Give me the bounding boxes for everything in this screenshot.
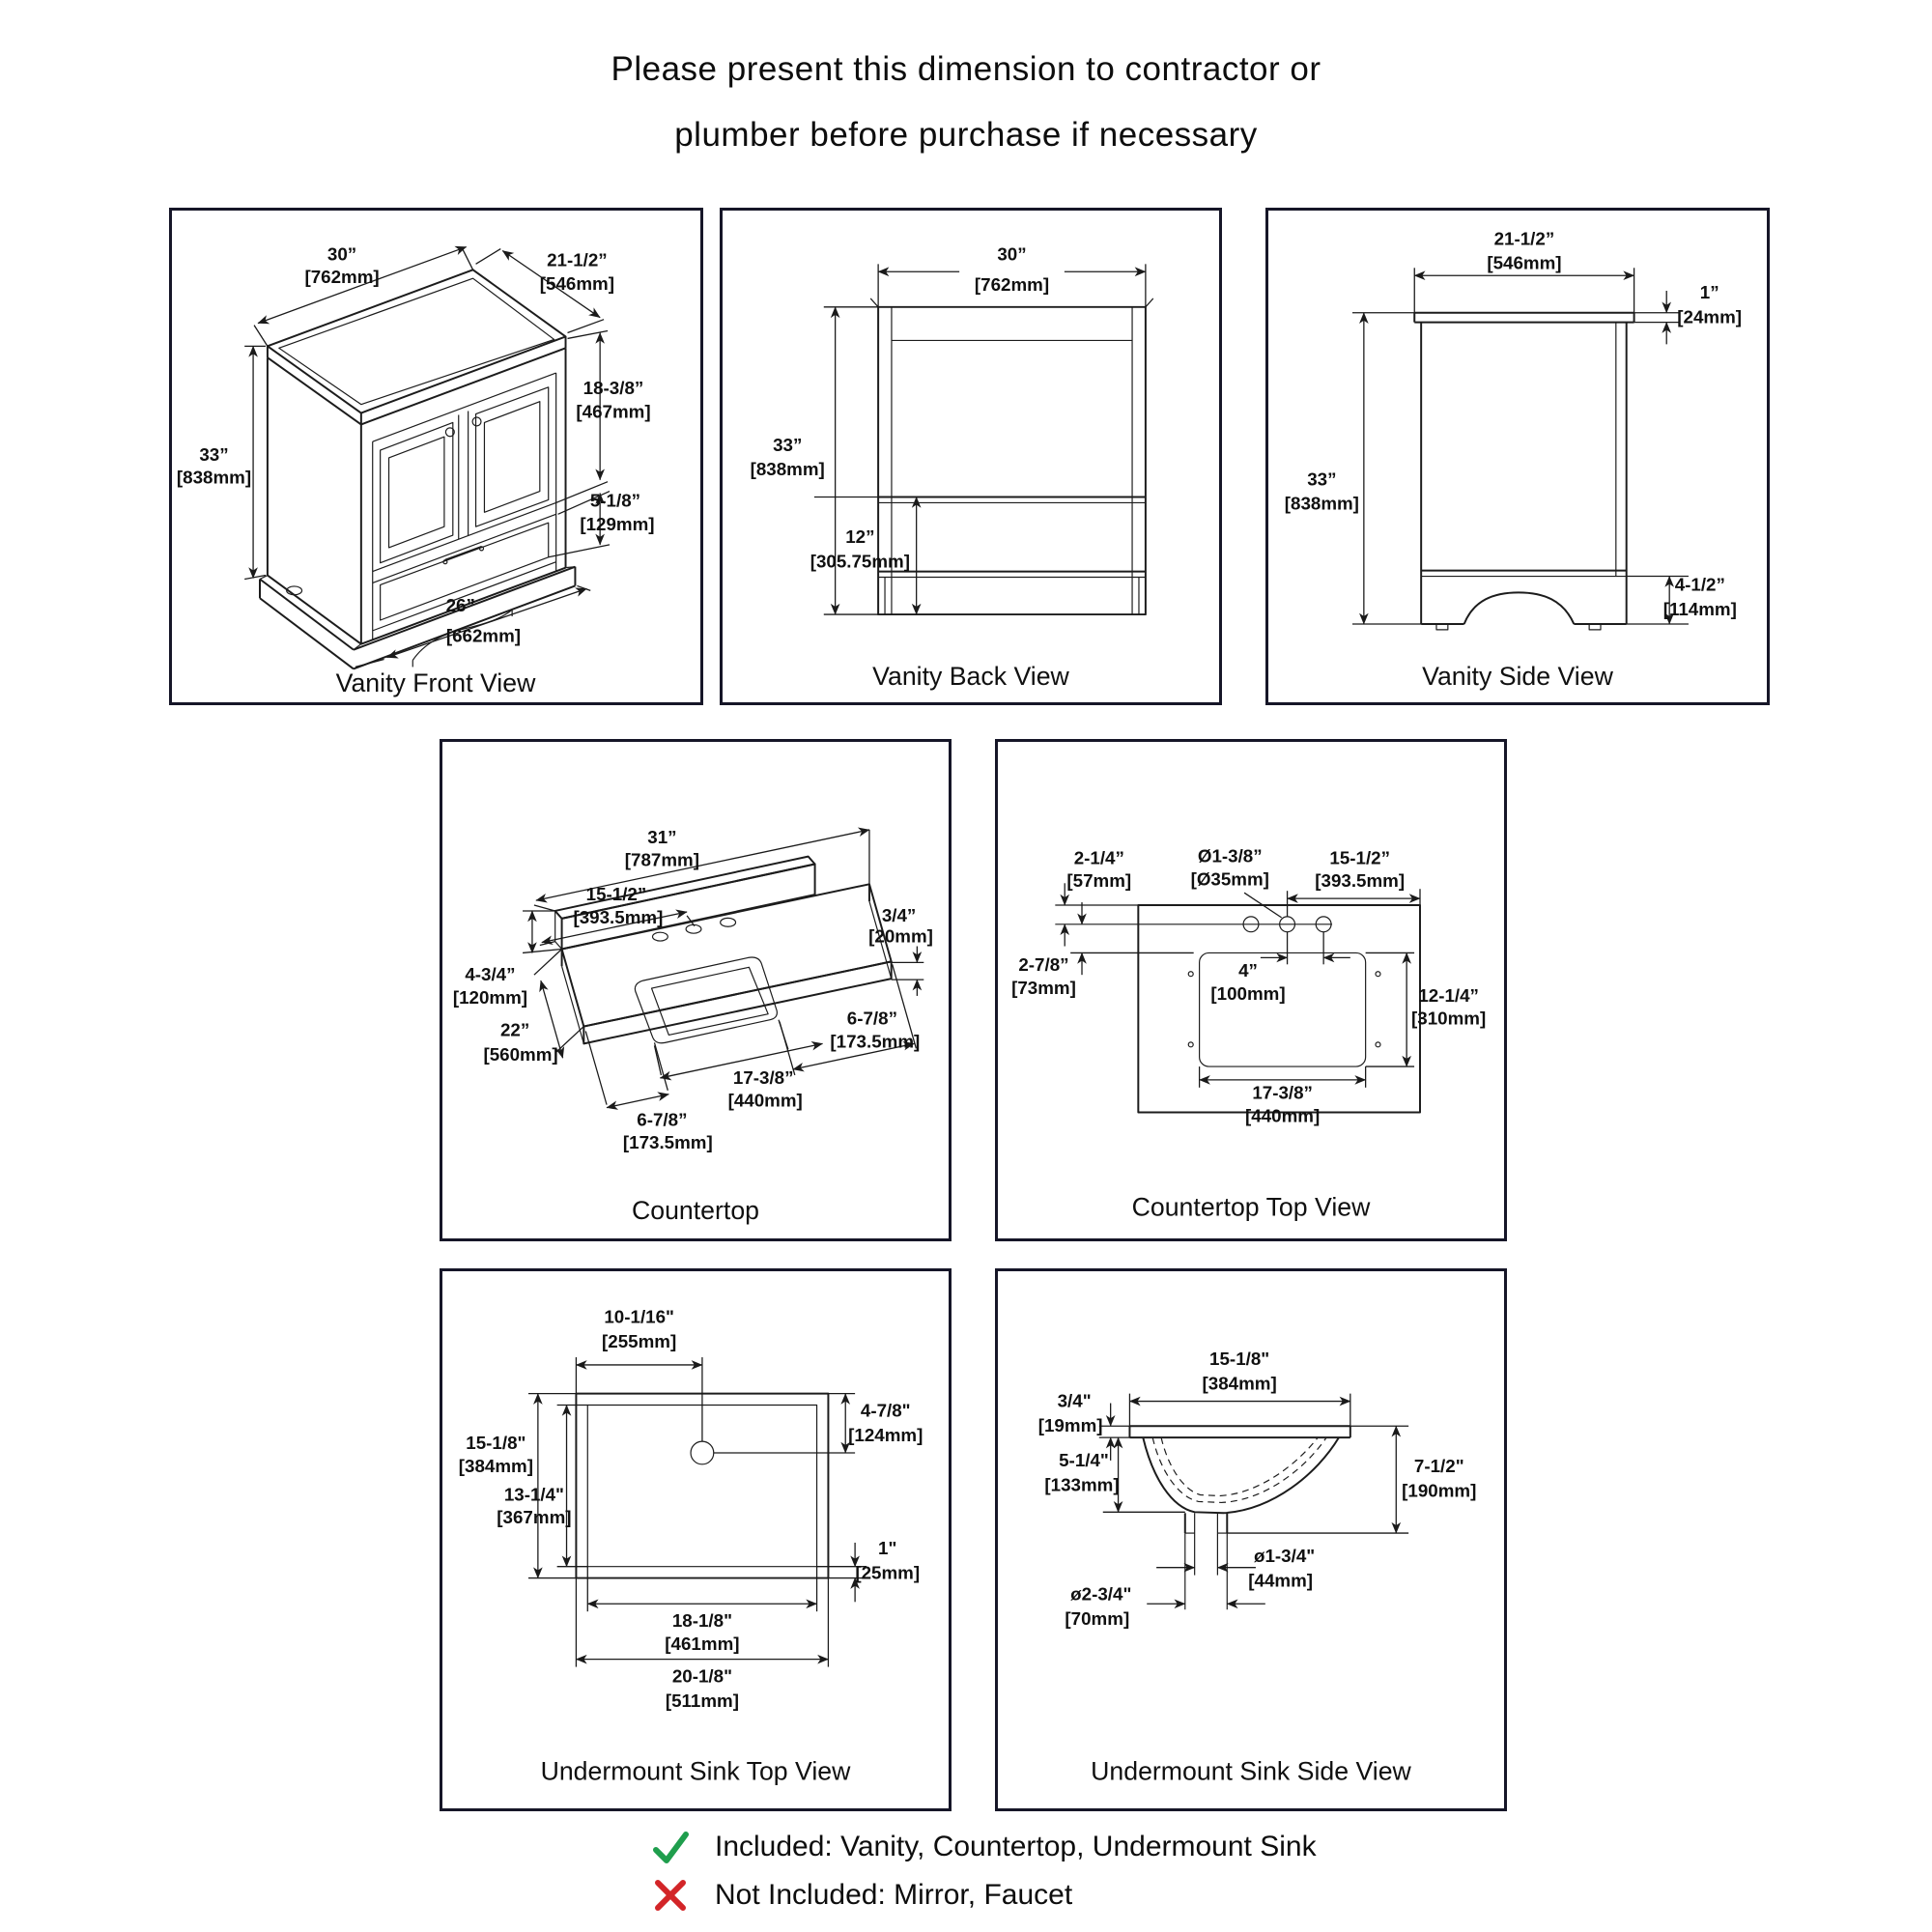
legend-excluded-text: Not Included: Mirror, Faucet <box>715 1879 1073 1911</box>
dim-ctt-cutout-length-mm: [440mm] <box>1245 1105 1321 1126</box>
dim-st-inner-depth-mm: [367mm] <box>497 1507 572 1528</box>
faucet-hole-right <box>721 918 736 926</box>
dim-front-base-mm: [662mm] <box>445 625 522 646</box>
dim-st-outer-width-mm: [511mm] <box>665 1690 740 1712</box>
dim-front-drawer-mm: [129mm] <box>580 514 655 535</box>
dim-front-depth-mm: [546mm] <box>539 273 615 295</box>
dim-front-depth-in: 21-1/2” <box>547 249 608 270</box>
dim-st-drain-top-mm: [124mm] <box>848 1425 923 1446</box>
dim-ctt-cutout-length-in: 17-3/8” <box>1252 1082 1313 1103</box>
dim-ctt-spacing-mm: [100mm] <box>1210 982 1286 1004</box>
dim-ctr-faucet-in: 15-1/2” <box>585 884 647 905</box>
dim-front-width-mm: [762mm] <box>304 267 380 288</box>
dim-ctr-left-mm: [173.5mm] <box>622 1132 713 1153</box>
dim-st-inner-depth-in: 13-1/4" <box>503 1484 564 1505</box>
dim-st-drain-offset-in: 10-1/16" <box>604 1306 674 1327</box>
dim-ss-bowl-mm: [133mm] <box>1044 1474 1120 1495</box>
dim-side-depth-in: 21-1/2” <box>1493 228 1555 249</box>
dim-ctt-front-in: 2-7/8” <box>1018 954 1069 976</box>
right-door-knob <box>472 417 481 426</box>
countertop-top-view-panel <box>995 739 1507 1241</box>
vanity-side-dimensions <box>1285 229 1742 624</box>
dim-ss-rim-in: 3/4" <box>1057 1390 1092 1411</box>
dim-ctt-span-mm: [393.5mm] <box>1315 870 1406 892</box>
sink-side-view-panel <box>995 1268 1507 1811</box>
dim-st-drain-top-in: 4-7/8" <box>860 1400 911 1421</box>
vanity-side-view-panel <box>1265 208 1770 705</box>
dim-back-width-in: 30” <box>997 243 1027 265</box>
caption-side-view: Vanity Side View <box>1422 662 1613 692</box>
sink-side-dimensions <box>1038 1349 1477 1629</box>
vanity-back-dimensions <box>751 243 1146 614</box>
faucet-hole-center <box>686 924 701 933</box>
caption-front-view: Vanity Front View <box>335 668 536 698</box>
dim-front-door-mm: [467mm] <box>576 401 651 422</box>
page-title-line2: plumber before purchase if necessary <box>674 116 1258 154</box>
vanity-front-dimensions <box>177 243 655 667</box>
countertop-panel <box>440 739 952 1241</box>
dim-ctt-spacing-in: 4” <box>1238 960 1258 981</box>
dim-back-width-mm: [762mm] <box>974 274 1050 296</box>
x-icon <box>649 1874 692 1917</box>
dim-ss-width-mm: [384mm] <box>1202 1373 1277 1394</box>
dim-st-inner-width-mm: [461mm] <box>665 1633 740 1654</box>
dim-side-base-in: 4-1/2” <box>1674 574 1725 595</box>
dim-ctr-depth-in: 22” <box>500 1019 530 1040</box>
dim-ctr-faucet-mm: [393.5mm] <box>573 906 664 927</box>
dim-side-depth-mm: [546mm] <box>1487 252 1562 273</box>
page-title-line1: Please present this dimension to contractor or <box>611 50 1321 88</box>
vanity-back-view-drawing <box>723 211 1219 702</box>
dim-st-inner-width-in: 18-1/8" <box>671 1610 732 1632</box>
countertop-top-dimensions <box>1011 846 1486 1126</box>
dim-ss-flange-mm: [70mm] <box>1065 1608 1130 1630</box>
vanity-side-outline <box>1414 313 1634 630</box>
legend-included-text: Included: Vanity, Countertop, Undermount Sink <box>715 1831 1317 1862</box>
dim-front-door-in: 18-3/8” <box>582 377 644 398</box>
dim-back-height-mm: [838mm] <box>750 458 825 479</box>
caption-countertop: Countertop <box>631 1196 760 1226</box>
dim-ss-drain-in: ø1-3/4" <box>1254 1545 1316 1566</box>
dim-side-top-in: 1” <box>1699 281 1719 302</box>
sink-top-view-panel <box>440 1268 952 1811</box>
dim-ctr-depth-mm: [560mm] <box>483 1044 558 1065</box>
vanity-front-view-drawing <box>172 211 700 702</box>
dim-side-base-mm: [114mm] <box>1662 599 1737 620</box>
dim-ctr-length-in: 31” <box>647 826 677 847</box>
legend-included-row <box>649 1826 1317 1868</box>
countertop-dimensions <box>453 827 933 1152</box>
dim-st-outer-depth-in: 15-1/8" <box>466 1433 526 1454</box>
vanity-back-view-panel <box>720 208 1222 705</box>
dim-ctr-thickness-mm: [20mm] <box>868 925 933 947</box>
dim-back-bottom-in: 12” <box>845 526 875 547</box>
dim-ss-bowl-in: 5-1/4" <box>1059 1449 1109 1470</box>
caption-back-view: Vanity Back View <box>872 662 1069 692</box>
dim-back-bottom-mm: [305.75mm] <box>810 551 910 572</box>
dim-ctt-hole-dia-mm: [Ø35mm] <box>1190 868 1269 890</box>
caption-countertop-top-view: Countertop Top View <box>1131 1192 1371 1222</box>
dim-front-drawer-in: 5-1/8” <box>589 490 641 511</box>
dim-ctt-cutout-depth-mm: [310mm] <box>1411 1008 1487 1029</box>
sink-top-dimensions <box>459 1306 923 1711</box>
dim-ctr-backsplash-mm: [120mm] <box>452 986 528 1008</box>
dim-ctr-backsplash-in: 4-3/4” <box>465 964 516 985</box>
dim-front-base-in: 26” <box>445 595 475 616</box>
legend-excluded-row <box>649 1874 1072 1917</box>
dim-front-height-in: 33” <box>199 443 229 465</box>
dim-back-height-in: 33” <box>773 435 803 456</box>
dim-ctr-left-in: 6-7/8” <box>637 1109 688 1130</box>
dim-ss-height-in: 7-1/2" <box>1413 1455 1464 1476</box>
dim-side-height-mm: [838mm] <box>1284 493 1359 514</box>
dim-front-width-in: 30” <box>327 243 357 265</box>
dim-ctt-back-in: 2-1/4” <box>1073 847 1124 868</box>
countertop-drawing <box>442 742 949 1238</box>
dim-ctt-span-in: 15-1/2” <box>1329 847 1391 868</box>
dim-ss-height-mm: [190mm] <box>1402 1480 1477 1501</box>
faucet-hole-left <box>653 932 668 941</box>
vanity-back-outline <box>870 298 1153 614</box>
dim-st-rim-in: 1" <box>878 1537 897 1558</box>
vanity-front-view-panel <box>169 208 703 705</box>
countertop-top-view-drawing <box>998 742 1504 1238</box>
dim-ss-drain-mm: [44mm] <box>1248 1570 1314 1591</box>
caption-sink-top-view: Undermount Sink Top View <box>540 1756 851 1786</box>
dim-st-outer-depth-mm: [384mm] <box>458 1455 533 1476</box>
sink-side-view-drawing <box>998 1271 1504 1808</box>
dim-ctr-length-mm: [787mm] <box>624 849 699 870</box>
dim-ctt-cutout-depth-in: 12-1/4” <box>1418 984 1479 1006</box>
sink-top-view-drawing <box>442 1271 949 1808</box>
dim-ctr-cutout-in: 17-3/8” <box>732 1066 794 1088</box>
dim-ctt-hole-dia-in: Ø1-3/8” <box>1197 845 1263 867</box>
caption-sink-side-view: Undermount Sink Side View <box>1091 1756 1411 1786</box>
vanity-side-view-drawing <box>1268 211 1767 702</box>
dim-ctr-right-mm: [173.5mm] <box>830 1031 921 1052</box>
dim-ss-width-in: 15-1/8" <box>1209 1348 1270 1369</box>
drain-hole <box>691 1441 714 1464</box>
dim-ctt-back-mm: [57mm] <box>1066 870 1132 892</box>
dim-ctr-thickness-in: 3/4” <box>881 904 917 925</box>
dim-ss-rim-mm: [19mm] <box>1037 1415 1103 1436</box>
check-icon <box>649 1826 692 1868</box>
dim-st-outer-width-in: 20-1/8" <box>671 1665 732 1687</box>
dim-st-rim-mm: [25mm] <box>855 1562 921 1583</box>
dim-st-drain-offset-mm: [255mm] <box>602 1331 677 1352</box>
dim-front-height-mm: [838mm] <box>176 467 252 488</box>
dim-ctt-front-mm: [73mm] <box>1011 977 1076 998</box>
dim-ss-flange-in: ø2-3/4" <box>1070 1583 1132 1605</box>
dim-ctr-right-in: 6-7/8” <box>846 1008 897 1029</box>
sink-side-outline <box>1129 1426 1350 1609</box>
dim-side-height-in: 33” <box>1307 469 1337 490</box>
dim-side-top-mm: [24mm] <box>1677 306 1743 327</box>
dim-ctr-cutout-mm: [440mm] <box>727 1090 803 1111</box>
